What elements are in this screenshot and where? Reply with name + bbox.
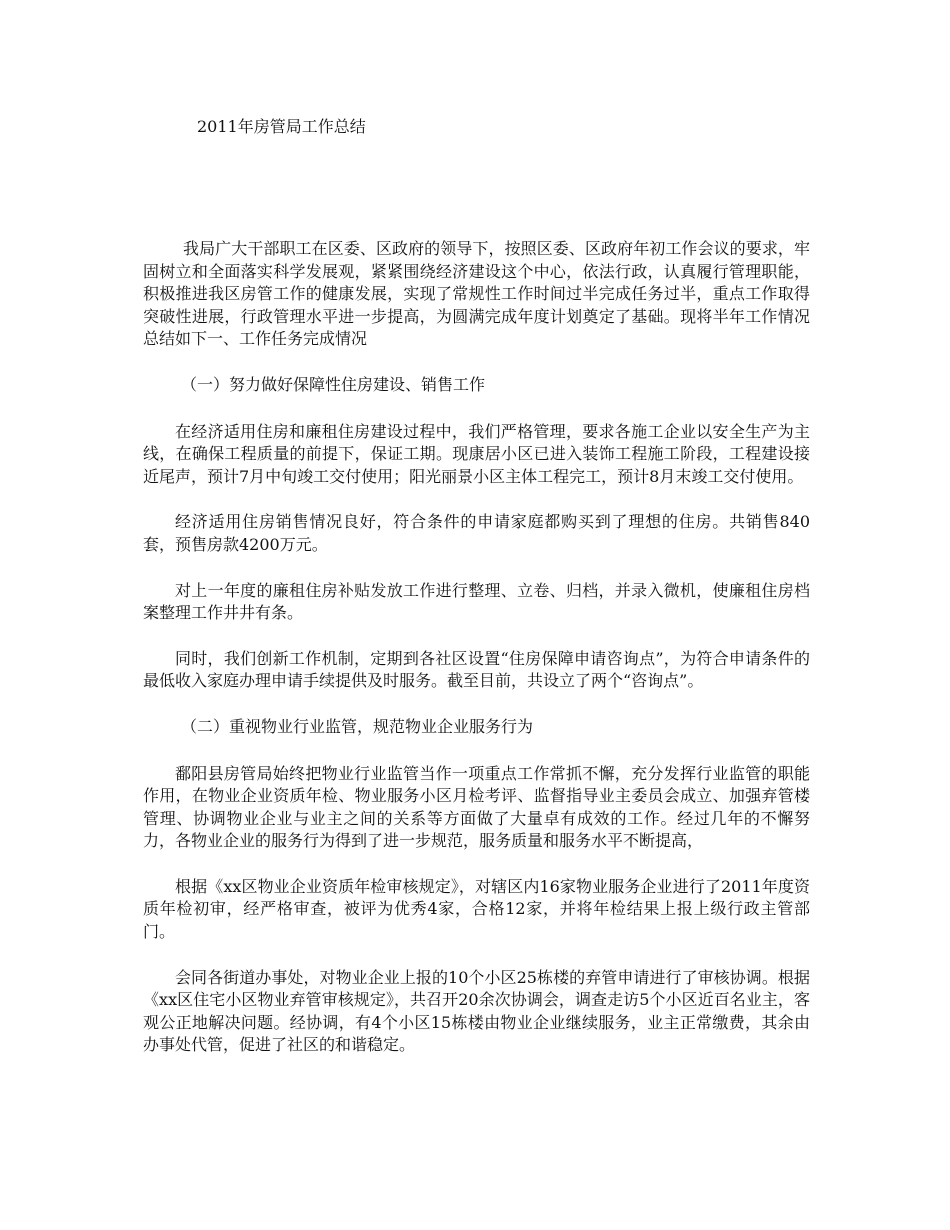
document-title: 2011年房管局工作总结 [197, 117, 366, 136]
paragraph-annual-check: 根据《xx区物业企业资质年检审核规定》，对辖区内16家物业服务企业进行了2011年度资质年检初审，经严格审查，被评为优秀4家，合格12家，并将年检结果上报上级行政主管部门。 [143, 876, 810, 942]
document-body [143, 238, 810, 1080]
paragraph-sales: 经济适用住房销售情况良好，符合条件的申请家庭都购买到了理想的住房。共销售840套，预售房款4200万元。 [143, 512, 810, 554]
paragraph-archive: 对上一年度的廉租住房补贴发放工作进行整理、立卷、归档，并录入微机，使廉租住房档案整理工作井井有条。 [143, 580, 810, 623]
section-heading-2: （二）重视物业行业监管，规范物业企业服务行为 [181, 716, 534, 736]
paragraph-coordination: 会同各街道办事处，对物业企业上报的10个小区25栋楼的弃管申请进行了审核协调。根据《xx区住宅小区物业弃管审核规定》，共召开20余次协调会，调查走访5个小区近百名业主，客观公正地解决问题。经协调，有4个小区15栋楼由物业企业继续服务，业主正常缴费，其余由办事处代管，促进了社区的和谐稳定。 [143, 967, 810, 1055]
section-heading-1: （一）努力做好保障性住房建设、销售工作 [181, 374, 486, 394]
paragraph-supervision: 鄱阳县房管局始终把物业行业监管当作一项重点工作常抓不懈，充分发挥行业监管的职能作用，在物业企业资质年检、物业服务小区月检考评、监督指导业主委员会成立、加强弃管楼管理、协调物业企业与业主之间的关系等方面做了大量卓有成效的工作。经过几年的不懈努力，各物业企业的服务行为得到了进一步规范，服务质量和服务水平不断提高， [143, 763, 810, 851]
paragraph-consultation: 同时，我们创新工作机制，定期到各社区设置“住房保障申请咨询点”，为符合申请条件的最低收入家庭办理申请手续提供及时服务。截至目前，共设立了两个“咨询点”。 [143, 648, 810, 691]
paragraph-intro: 我局广大干部职工在区委、区政府的领导下，按照区委、区政府年初工作会议的要求，牢固树立和全面落实科学发展观，紧紧围绕经济建设这个中心，依法行政，认真履行管理职能，积极推进我区房管工作的健康发展，实现了常规性工作时间过半完成任务过半，重点工作取得突破性进展，行政管理水平进一步提高，为圆满完成年度计划奠定了基础。现将半年工作情况总结如下一、工作任务完成情况 [143, 239, 810, 349]
paragraph-construction: 在经济适用住房和廉租住房建设过程中，我们严格管理，要求各施工企业以安全生产为主线，在确保工程质量的前提下，保证工期。现康居小区已进入装饰工程施工阶段，工程建设接近尾声，预计7月中旬竣工交付使用；阳光丽景小区主体工程完工，预计8月末竣工交付使用。 [143, 421, 810, 486]
